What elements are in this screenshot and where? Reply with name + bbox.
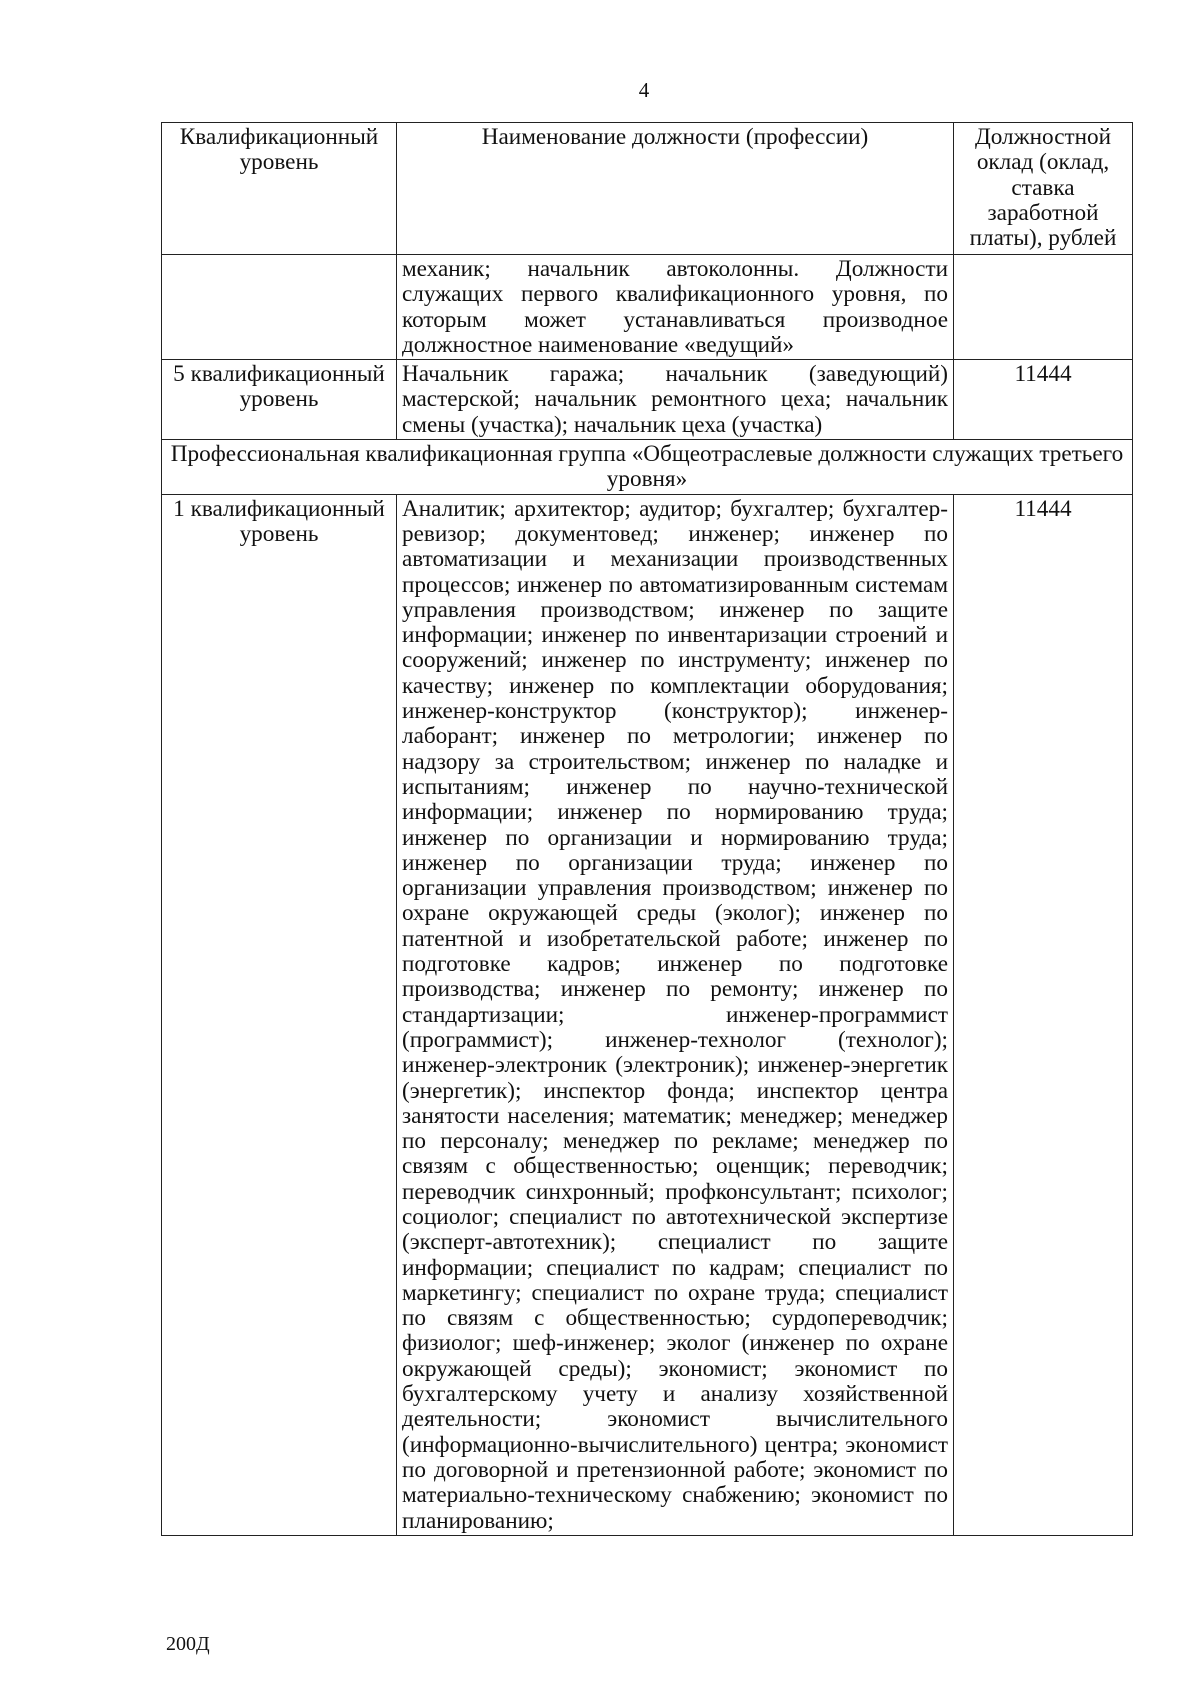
table-row <box>162 360 1133 440</box>
cell-positions: Аналитик; архитектор; аудитор; бухгалтер; бухгалтер-ревизор; документовед; инженер; инженер по автоматизации и механизации производственных процессов; инженер по автоматизированным системам управления производством; инженер по защите информации; инженер по инвентаризации строений и сооружений; инженер по инструменту; инженер по качеству; инженер по комплектации оборудования; инженер-конструктор (конструктор); инженер-лаборант; инженер по метрологии; инженер по надзору за строительством; инженер по наладке и испытаниям; инженер по научно-технической информации; инженер по нормированию труда; инженер по организации и нормированию труда; инженер по организации труда; инженер по организации управления производством; инженер по охране окружающей среды (эколог); инженер по патентной и изобретательской работе; инженер по подготовке кадров; инженер по подготовке производства; инженер по ремонту; инженер по стандартизации; инженер-программист (программист); инженер-технолог (технолог); инженер-электроник (электроник); инженер-энергетик (энергетик); инспектор фонда; инспектор центра занятости населения; математик; менеджер; менеджер по персоналу; менеджер по рекламе; менеджер по связям с общественностью; оценщик; переводчик; переводчик синхронный; профконсультант; психолог; социолог; специалист по автотехнической экспертизе (эксперт-автотехник); специалист по защите информации; специалист по кадрам; специалист по маркетингу; специалист по охране труда; специалист по связям с общественностью; сурдопереводчик; физиолог; шеф-инженер; эколог (инженер по охране окружающей среды); экономист; экономист по бухгалтерскому учету и анализу хозяйственной деятельности; экономист вычислительного (информационно-вычислительного) центра; экономист по договорной и претензионной работе; экономист по материально-техническому снабжению; экономист по планированию; <box>397 494 954 1535</box>
table-row <box>162 255 1133 360</box>
cell-salary <box>954 255 1133 360</box>
footer-document-code: 200Д <box>166 1633 210 1655</box>
cell-level: 1 квалификационный уровень <box>162 494 397 1535</box>
cell-positions: механик; начальник автоколонны. Должности служащих первого квалификационного уровня, по которым может устанавливаться производное должностное наименование «ведущий» <box>397 255 954 360</box>
header-salary: Должностной оклад (оклад, ставка заработной платы), рублей <box>954 123 1133 255</box>
cell-salary: 11444 <box>954 360 1133 440</box>
table-header-row <box>162 123 1133 255</box>
header-position-name: Наименование должности (профессии) <box>397 123 954 255</box>
cell-positions: Начальник гаража; начальник (заведующий) мастерской; начальник ремонтного цеха; начальник смены (участка); начальник цеха (участка) <box>397 360 954 440</box>
professional-group-title: Профессиональная квалификационная группа «Общеотраслевые должности служащих третьего уровня» <box>162 440 1133 495</box>
group-title-row <box>162 440 1133 495</box>
page-number: 4 <box>638 78 650 102</box>
cell-level <box>162 255 397 360</box>
qualification-table <box>161 122 1133 1536</box>
header-qualification-level: Квалификационный уровень <box>162 123 397 255</box>
cell-level: 5 квалификационный уровень <box>162 360 397 440</box>
table-row <box>162 494 1133 1535</box>
cell-salary: 11444 <box>954 494 1133 1535</box>
